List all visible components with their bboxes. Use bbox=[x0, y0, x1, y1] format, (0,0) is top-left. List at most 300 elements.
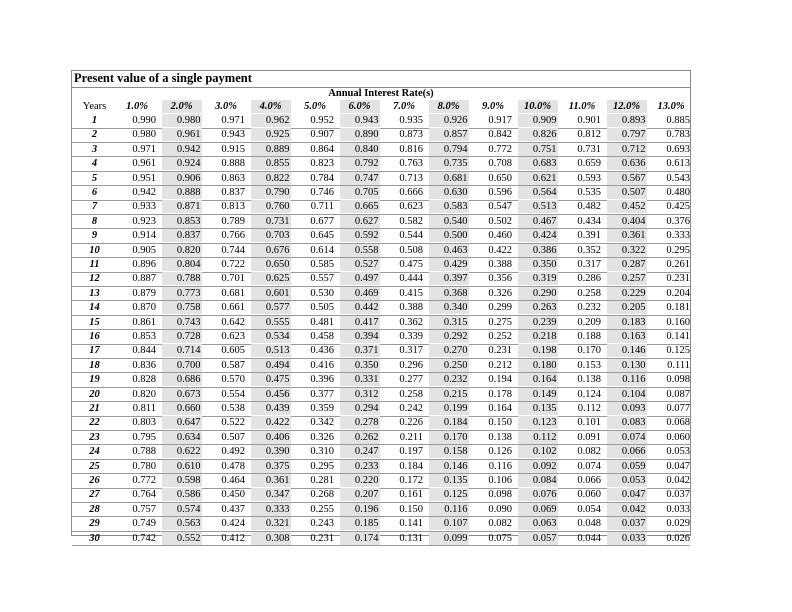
pv-factor-cell: 0.090 bbox=[488, 503, 512, 515]
pv-factor-cell: 0.294 bbox=[340, 402, 380, 415]
pv-factor-cell: 0.467 bbox=[518, 215, 558, 228]
rates-header-title: Annual Interest Rate(s) bbox=[328, 88, 434, 99]
pv-factor-cell: 0.853 bbox=[162, 215, 202, 228]
pv-factor-cell: 0.404 bbox=[607, 215, 647, 228]
pv-factor-cell: 0.601 bbox=[251, 287, 291, 300]
pv-factor-cell: 0.621 bbox=[518, 172, 558, 185]
pv-factor-cell: 0.811 bbox=[132, 403, 156, 414]
pv-factor-cell: 0.873 bbox=[399, 129, 423, 141]
year-label: 5 bbox=[91, 172, 98, 184]
pv-factor-cell: 0.099 bbox=[429, 532, 469, 545]
pv-factor-cell: 0.660 bbox=[162, 402, 202, 415]
pv-factor-cell: 0.625 bbox=[251, 272, 291, 285]
pv-factor-cell: 0.135 bbox=[429, 474, 469, 487]
pv-factor-cell: 0.322 bbox=[607, 244, 647, 257]
pv-factor-cell: 0.242 bbox=[399, 403, 423, 414]
year-label: 13 bbox=[89, 287, 100, 299]
pv-factor-cell: 0.126 bbox=[488, 446, 512, 458]
pv-factor-cell: 0.836 bbox=[132, 359, 156, 371]
pv-factor-cell: 0.826 bbox=[518, 128, 558, 141]
pv-factor-cell: 0.681 bbox=[429, 172, 469, 185]
pv-factor-cell: 0.711 bbox=[310, 201, 334, 213]
pv-factor-cell: 0.082 bbox=[577, 446, 601, 458]
pv-factor-cell: 0.917 bbox=[488, 115, 512, 126]
pv-factor-cell: 0.582 bbox=[399, 215, 423, 227]
pv-factor-cell: 0.290 bbox=[518, 287, 558, 300]
pv-factor-cell: 0.450 bbox=[221, 489, 245, 501]
rate-header: 6.0% bbox=[340, 100, 380, 113]
year-label: 12 bbox=[89, 273, 100, 285]
pv-factor-cell: 0.098 bbox=[488, 489, 512, 501]
pv-factor-cell: 0.397 bbox=[429, 272, 469, 285]
pv-factor-cell: 0.207 bbox=[340, 488, 380, 501]
pv-factor-cell: 0.295 bbox=[666, 244, 690, 256]
rate-header: 2.0% bbox=[162, 100, 202, 113]
pv-factor-cell: 0.507 bbox=[607, 186, 647, 199]
pv-factor-cell: 0.231 bbox=[310, 532, 334, 544]
pv-factor-cell: 0.757 bbox=[132, 503, 156, 515]
pv-factor-cell: 0.554 bbox=[221, 388, 245, 400]
pv-factor-cell: 0.475 bbox=[251, 373, 291, 386]
pv-factor-cell: 0.125 bbox=[666, 345, 690, 357]
pv-factor-cell: 0.390 bbox=[251, 445, 291, 458]
rate-header: 11.0% bbox=[568, 101, 596, 112]
pv-factor-cell: 0.068 bbox=[666, 417, 690, 429]
pv-factor-cell: 0.146 bbox=[607, 344, 647, 357]
pv-factor-cell: 0.102 bbox=[518, 445, 558, 458]
pv-factor-cell: 0.901 bbox=[577, 115, 601, 126]
pv-factor-cell: 0.906 bbox=[162, 172, 202, 185]
pv-factor-cell: 0.258 bbox=[399, 388, 423, 400]
pv-factor-cell: 0.925 bbox=[251, 128, 291, 141]
pv-factor-cell: 0.943 bbox=[221, 129, 245, 141]
pv-factor-cell: 0.705 bbox=[340, 186, 380, 199]
pv-factor-cell: 0.434 bbox=[577, 215, 601, 227]
pv-factor-cell: 0.138 bbox=[577, 374, 601, 386]
year-label: 14 bbox=[89, 302, 100, 314]
pv-factor-cell: 0.535 bbox=[577, 187, 601, 198]
pv-factor-cell: 0.278 bbox=[340, 416, 380, 429]
pv-table-grid bbox=[72, 71, 690, 544]
pv-factor-cell: 0.915 bbox=[221, 143, 245, 155]
pv-factor-cell: 0.356 bbox=[488, 273, 512, 285]
pv-factor-cell: 0.417 bbox=[340, 316, 380, 329]
pv-factor-cell: 0.543 bbox=[666, 172, 690, 184]
pv-factor-cell: 0.107 bbox=[429, 517, 469, 530]
year-label: 27 bbox=[89, 489, 100, 501]
pv-factor-cell: 0.163 bbox=[607, 330, 647, 343]
pv-factor-cell: 0.394 bbox=[340, 330, 380, 343]
pv-factor-cell: 0.888 bbox=[162, 186, 202, 199]
rate-header: 5.0% bbox=[304, 101, 326, 112]
pv-factor-cell: 0.183 bbox=[607, 316, 647, 329]
pv-factor-cell: 0.482 bbox=[577, 201, 601, 213]
pv-factor-cell: 0.315 bbox=[429, 316, 469, 329]
pv-factor-cell: 0.205 bbox=[607, 301, 647, 314]
pv-factor-cell: 0.478 bbox=[221, 460, 245, 472]
pv-factor-cell: 0.098 bbox=[666, 374, 690, 386]
pv-factor-cell: 0.185 bbox=[340, 517, 380, 530]
pv-factor-cell: 0.170 bbox=[577, 345, 601, 357]
pv-factor-cell: 0.971 bbox=[132, 143, 156, 155]
pv-factor-cell: 0.552 bbox=[162, 532, 202, 545]
year-label: 18 bbox=[89, 359, 100, 371]
pv-factor-cell: 0.172 bbox=[399, 475, 423, 486]
pv-factor-cell: 0.308 bbox=[251, 532, 291, 545]
year-label: 24 bbox=[89, 446, 100, 458]
pv-factor-cell: 0.424 bbox=[221, 518, 245, 530]
pv-factor-cell: 0.319 bbox=[518, 272, 558, 285]
pv-factor-cell: 0.296 bbox=[399, 359, 423, 371]
pv-factor-cell: 0.258 bbox=[577, 287, 601, 299]
pv-factor-cell: 0.124 bbox=[577, 388, 601, 400]
pv-factor-cell: 0.961 bbox=[132, 158, 156, 170]
pv-factor-cell: 0.555 bbox=[251, 316, 291, 329]
pv-factor-cell: 0.788 bbox=[132, 446, 156, 458]
pv-factor-cell: 0.425 bbox=[666, 201, 690, 213]
pv-factor-cell: 0.933 bbox=[132, 201, 156, 213]
pv-factor-cell: 0.538 bbox=[221, 403, 245, 414]
pv-factor-cell: 0.361 bbox=[251, 474, 291, 487]
pv-factor-cell: 0.287 bbox=[607, 258, 647, 271]
pv-factor-cell: 0.371 bbox=[340, 344, 380, 357]
pv-factor-cell: 0.879 bbox=[132, 287, 156, 299]
pv-factor-cell: 0.587 bbox=[221, 359, 245, 371]
year-label: 1 bbox=[91, 115, 98, 126]
pv-factor-cell: 0.197 bbox=[399, 446, 423, 458]
rate-header: 9.0% bbox=[482, 101, 504, 112]
pv-factor-cell: 0.889 bbox=[251, 143, 291, 156]
pv-factor-cell: 0.087 bbox=[666, 388, 690, 400]
pv-factor-cell: 0.044 bbox=[577, 532, 601, 544]
pv-factor-cell: 0.971 bbox=[221, 115, 245, 126]
pv-factor-cell: 0.534 bbox=[251, 330, 291, 343]
year-label: 21 bbox=[89, 403, 100, 414]
pv-factor-cell: 0.722 bbox=[221, 259, 245, 270]
pv-factor-cell: 0.415 bbox=[399, 287, 423, 299]
pv-factor-cell: 0.636 bbox=[607, 157, 647, 170]
pv-factor-cell: 0.647 bbox=[162, 416, 202, 429]
pv-factor-cell: 0.209 bbox=[577, 316, 601, 328]
pv-factor-cell: 0.339 bbox=[399, 331, 423, 342]
pv-factor-cell: 0.797 bbox=[607, 128, 647, 141]
pv-factor-cell: 0.623 bbox=[399, 201, 423, 213]
pv-factor-cell: 0.795 bbox=[132, 431, 156, 443]
pv-factor-cell: 0.066 bbox=[577, 475, 601, 486]
pv-factor-cell: 0.614 bbox=[310, 244, 334, 256]
pv-factor-cell: 0.708 bbox=[488, 158, 512, 170]
pv-factor-cell: 0.613 bbox=[666, 158, 690, 170]
pv-factor-cell: 0.822 bbox=[251, 172, 291, 185]
rate-header: 4.0% bbox=[251, 100, 291, 113]
pv-factor-cell: 0.962 bbox=[251, 114, 291, 127]
pv-factor-cell: 0.701 bbox=[221, 273, 245, 285]
pv-factor-cell: 0.033 bbox=[666, 503, 690, 515]
pv-factor-cell: 0.060 bbox=[666, 431, 690, 443]
pv-factor-cell: 0.577 bbox=[251, 301, 291, 314]
pv-factor-cell: 0.935 bbox=[399, 115, 423, 126]
pv-factor-cell: 0.075 bbox=[488, 532, 512, 544]
pv-factor-cell: 0.053 bbox=[607, 474, 647, 487]
pv-factor-cell: 0.180 bbox=[518, 359, 558, 372]
pv-factor-cell: 0.361 bbox=[607, 229, 647, 242]
year-label: 7 bbox=[91, 201, 98, 213]
pv-factor-cell: 0.596 bbox=[488, 187, 512, 198]
year-label: 23 bbox=[89, 431, 100, 443]
pv-factor-cell: 0.758 bbox=[162, 301, 202, 314]
pv-factor-cell: 0.942 bbox=[162, 143, 202, 156]
pv-factor-cell: 0.153 bbox=[577, 359, 601, 371]
pv-factor-cell: 0.951 bbox=[132, 172, 156, 184]
pv-factor-cell: 0.460 bbox=[488, 230, 512, 242]
pv-factor-cell: 0.563 bbox=[162, 517, 202, 530]
pv-factor-cell: 0.268 bbox=[310, 489, 334, 501]
pv-factor-cell: 0.150 bbox=[488, 417, 512, 429]
pv-factor-cell: 0.074 bbox=[577, 460, 601, 472]
pv-factor-cell: 0.820 bbox=[162, 244, 202, 257]
pv-factor-cell: 0.215 bbox=[429, 388, 469, 401]
pv-factor-cell: 0.211 bbox=[399, 431, 423, 443]
pv-factor-cell: 0.567 bbox=[607, 172, 647, 185]
pv-factor-cell: 0.747 bbox=[340, 172, 380, 185]
pv-factor-cell: 0.396 bbox=[310, 374, 334, 386]
pv-factor-cell: 0.226 bbox=[399, 417, 423, 429]
pv-factor-cell: 0.823 bbox=[310, 158, 334, 170]
pv-factor-cell: 0.083 bbox=[607, 416, 647, 429]
pv-factor-cell: 0.700 bbox=[162, 359, 202, 372]
pv-factor-cell: 0.693 bbox=[666, 143, 690, 155]
pv-factor-cell: 0.885 bbox=[666, 115, 690, 126]
pv-factor-cell: 0.326 bbox=[310, 431, 334, 443]
pv-factor-cell: 0.744 bbox=[221, 244, 245, 256]
pv-factor-cell: 0.406 bbox=[251, 431, 291, 444]
pv-factor-cell: 0.060 bbox=[577, 489, 601, 501]
pv-factor-cell: 0.728 bbox=[162, 330, 202, 343]
pv-factor-cell: 0.627 bbox=[340, 215, 380, 228]
pv-factor-cell: 0.714 bbox=[162, 344, 202, 357]
pv-factor-cell: 0.312 bbox=[340, 388, 380, 401]
pv-factor-cell: 0.104 bbox=[607, 388, 647, 401]
pv-factor-cell: 0.909 bbox=[518, 114, 558, 127]
pv-factor-cell: 0.837 bbox=[221, 187, 245, 198]
pv-factor-cell: 0.359 bbox=[310, 403, 334, 414]
pv-factor-cell: 0.092 bbox=[518, 460, 558, 473]
pv-factor-cell: 0.749 bbox=[132, 518, 156, 530]
pv-factor-cell: 0.439 bbox=[251, 402, 291, 415]
pv-factor-cell: 0.220 bbox=[340, 474, 380, 487]
pv-factor-cell: 0.388 bbox=[399, 302, 423, 314]
pv-factor-cell: 0.350 bbox=[340, 359, 380, 372]
pv-factor-cell: 0.888 bbox=[221, 158, 245, 170]
pv-factor-cell: 0.042 bbox=[607, 503, 647, 516]
pv-factor-cell: 0.340 bbox=[429, 301, 469, 314]
pv-factor-cell: 0.270 bbox=[429, 344, 469, 357]
pv-factor-cell: 0.923 bbox=[132, 215, 156, 227]
pv-factor-cell: 0.436 bbox=[310, 345, 334, 357]
pv-factor-cell: 0.091 bbox=[577, 431, 601, 443]
pv-factor-cell: 0.751 bbox=[518, 143, 558, 156]
pv-factor-cell: 0.905 bbox=[132, 244, 156, 256]
pv-factor-cell: 0.048 bbox=[577, 518, 601, 530]
pv-factor-cell: 0.980 bbox=[162, 114, 202, 127]
pv-factor-cell: 0.063 bbox=[518, 517, 558, 530]
pv-factor-cell: 0.500 bbox=[429, 229, 469, 242]
pv-factor-cell: 0.174 bbox=[340, 532, 380, 545]
rate-header: 1.0% bbox=[126, 101, 148, 112]
pv-factor-cell: 0.605 bbox=[221, 345, 245, 357]
pv-factor-cell: 0.508 bbox=[399, 244, 423, 256]
pv-factor-cell: 0.261 bbox=[666, 259, 690, 270]
pv-factor-cell: 0.870 bbox=[132, 302, 156, 314]
pv-factor-cell: 0.666 bbox=[399, 187, 423, 198]
pv-factor-cell: 0.218 bbox=[518, 330, 558, 343]
pv-factor-cell: 0.530 bbox=[310, 287, 334, 299]
pv-factor-cell: 0.942 bbox=[132, 187, 156, 198]
pv-factor-cell: 0.277 bbox=[399, 374, 423, 386]
pv-factor-cell: 0.347 bbox=[251, 488, 291, 501]
pv-factor-cell: 0.893 bbox=[607, 114, 647, 127]
pv-factor-cell: 0.164 bbox=[518, 373, 558, 386]
year-label: 29 bbox=[89, 518, 100, 530]
pv-factor-cell: 0.497 bbox=[340, 272, 380, 285]
pv-factor-cell: 0.333 bbox=[251, 503, 291, 516]
pv-factor-cell: 0.247 bbox=[340, 445, 380, 458]
pv-factor-cell: 0.469 bbox=[340, 287, 380, 300]
pv-factor-cell: 0.661 bbox=[221, 302, 245, 314]
pv-factor-cell: 0.377 bbox=[310, 388, 334, 400]
pv-factor-cell: 0.131 bbox=[399, 532, 423, 544]
pv-factor-cell: 0.029 bbox=[666, 518, 690, 530]
pv-factor-cell: 0.650 bbox=[251, 258, 291, 271]
pv-factor-cell: 0.564 bbox=[518, 186, 558, 199]
pv-factor-cell: 0.585 bbox=[310, 259, 334, 270]
pv-factor-cell: 0.352 bbox=[577, 244, 601, 256]
pv-factor-cell: 0.275 bbox=[488, 316, 512, 328]
pv-factor-cell: 0.252 bbox=[488, 331, 512, 342]
pv-factor-cell: 0.598 bbox=[162, 474, 202, 487]
pv-factor-cell: 0.074 bbox=[607, 431, 647, 444]
pv-factor-cell: 0.422 bbox=[251, 416, 291, 429]
table-title: Present value of a single payment bbox=[74, 71, 252, 85]
pv-factor-cell: 0.840 bbox=[340, 143, 380, 156]
pv-factor-cell: 0.112 bbox=[577, 403, 601, 414]
pv-factor-cell: 0.788 bbox=[162, 272, 202, 285]
pv-factor-cell: 0.907 bbox=[310, 129, 334, 141]
pv-factor-cell: 0.665 bbox=[340, 200, 380, 213]
year-label: 26 bbox=[89, 475, 100, 486]
pv-factor-cell: 0.742 bbox=[132, 532, 156, 544]
pv-factor-cell: 0.178 bbox=[488, 388, 512, 400]
pv-factor-cell: 0.047 bbox=[666, 460, 690, 472]
pv-factor-cell: 0.464 bbox=[221, 475, 245, 486]
pv-factor-cell: 0.844 bbox=[132, 345, 156, 357]
pv-factor-cell: 0.069 bbox=[518, 503, 558, 516]
pv-factor-cell: 0.138 bbox=[488, 431, 512, 443]
pv-factor-cell: 0.386 bbox=[518, 244, 558, 257]
pv-factor-cell: 0.816 bbox=[399, 143, 423, 155]
pv-factor-cell: 0.082 bbox=[488, 518, 512, 530]
pv-factor-cell: 0.123 bbox=[518, 416, 558, 429]
pv-factor-cell: 0.184 bbox=[429, 416, 469, 429]
year-label: 9 bbox=[91, 230, 98, 242]
pv-factor-cell: 0.763 bbox=[399, 158, 423, 170]
pv-factor-cell: 0.494 bbox=[251, 359, 291, 372]
pv-factor-cell: 0.093 bbox=[607, 402, 647, 415]
pv-factor-cell: 0.257 bbox=[607, 272, 647, 285]
year-label: 28 bbox=[89, 503, 100, 515]
pv-factor-cell: 0.686 bbox=[162, 373, 202, 386]
pv-factor-cell: 0.980 bbox=[132, 129, 156, 141]
pv-factor-cell: 0.926 bbox=[429, 114, 469, 127]
pv-factor-cell: 0.505 bbox=[310, 302, 334, 314]
pv-factor-cell: 0.317 bbox=[399, 345, 423, 357]
pv-factor-cell: 0.196 bbox=[340, 503, 380, 516]
pv-factor-cell: 0.557 bbox=[310, 273, 334, 285]
pv-factor-cell: 0.764 bbox=[132, 489, 156, 501]
year-label: 22 bbox=[89, 417, 100, 429]
pv-factor-cell: 0.239 bbox=[518, 316, 558, 329]
pv-factor-cell: 0.158 bbox=[429, 445, 469, 458]
pv-factor-cell: 0.042 bbox=[666, 475, 690, 486]
pv-factor-cell: 0.292 bbox=[429, 330, 469, 343]
pv-factor-cell: 0.295 bbox=[310, 460, 334, 472]
pv-factor-cell: 0.146 bbox=[429, 460, 469, 473]
year-label: 25 bbox=[89, 460, 100, 472]
pv-factor-cell: 0.481 bbox=[310, 316, 334, 328]
pv-factor-cell: 0.713 bbox=[399, 172, 423, 184]
pv-factor-cell: 0.513 bbox=[251, 344, 291, 357]
pv-factor-cell: 0.731 bbox=[577, 143, 601, 155]
pv-factor-cell: 0.746 bbox=[310, 187, 334, 198]
pv-factor-cell: 0.857 bbox=[429, 128, 469, 141]
pv-factor-cell: 0.053 bbox=[666, 446, 690, 458]
pv-factor-cell: 0.310 bbox=[310, 446, 334, 458]
pv-factor-cell: 0.391 bbox=[577, 230, 601, 242]
pv-factor-cell: 0.522 bbox=[221, 417, 245, 429]
pv-factor-cell: 0.586 bbox=[162, 488, 202, 501]
pv-factor-cell: 0.623 bbox=[221, 331, 245, 342]
pv-factor-cell: 0.255 bbox=[310, 503, 334, 515]
pv-factor-cell: 0.463 bbox=[429, 244, 469, 257]
year-label: 6 bbox=[91, 187, 98, 198]
pv-factor-cell: 0.812 bbox=[577, 129, 601, 141]
pv-factor-cell: 0.286 bbox=[577, 273, 601, 285]
row-divider bbox=[72, 545, 690, 546]
pv-factor-cell: 0.112 bbox=[518, 431, 558, 444]
pv-factor-cell: 0.160 bbox=[666, 316, 690, 328]
pv-factor-cell: 0.547 bbox=[488, 201, 512, 213]
pv-factor-cell: 0.743 bbox=[162, 316, 202, 329]
year-label: 3 bbox=[91, 143, 98, 155]
pv-factor-cell: 0.375 bbox=[251, 460, 291, 473]
pv-factor-cell: 0.422 bbox=[488, 244, 512, 256]
pv-factor-cell: 0.914 bbox=[132, 230, 156, 242]
pv-factor-cell: 0.804 bbox=[162, 258, 202, 271]
rate-header: 7.0% bbox=[393, 101, 415, 112]
pv-factor-cell: 0.262 bbox=[340, 431, 380, 444]
pv-factor-cell: 0.376 bbox=[666, 215, 690, 227]
pv-factor-cell: 0.444 bbox=[399, 273, 423, 285]
pv-factor-cell: 0.198 bbox=[518, 344, 558, 357]
pv-factor-cell: 0.188 bbox=[577, 331, 601, 342]
pv-factor-cell: 0.853 bbox=[132, 331, 156, 342]
pv-factor-cell: 0.231 bbox=[488, 345, 512, 357]
pv-factor-cell: 0.828 bbox=[132, 374, 156, 386]
pv-factor-cell: 0.037 bbox=[666, 489, 690, 501]
pv-factor-cell: 0.820 bbox=[132, 388, 156, 400]
pv-factor-cell: 0.803 bbox=[132, 417, 156, 429]
pv-factor-cell: 0.766 bbox=[221, 230, 245, 242]
